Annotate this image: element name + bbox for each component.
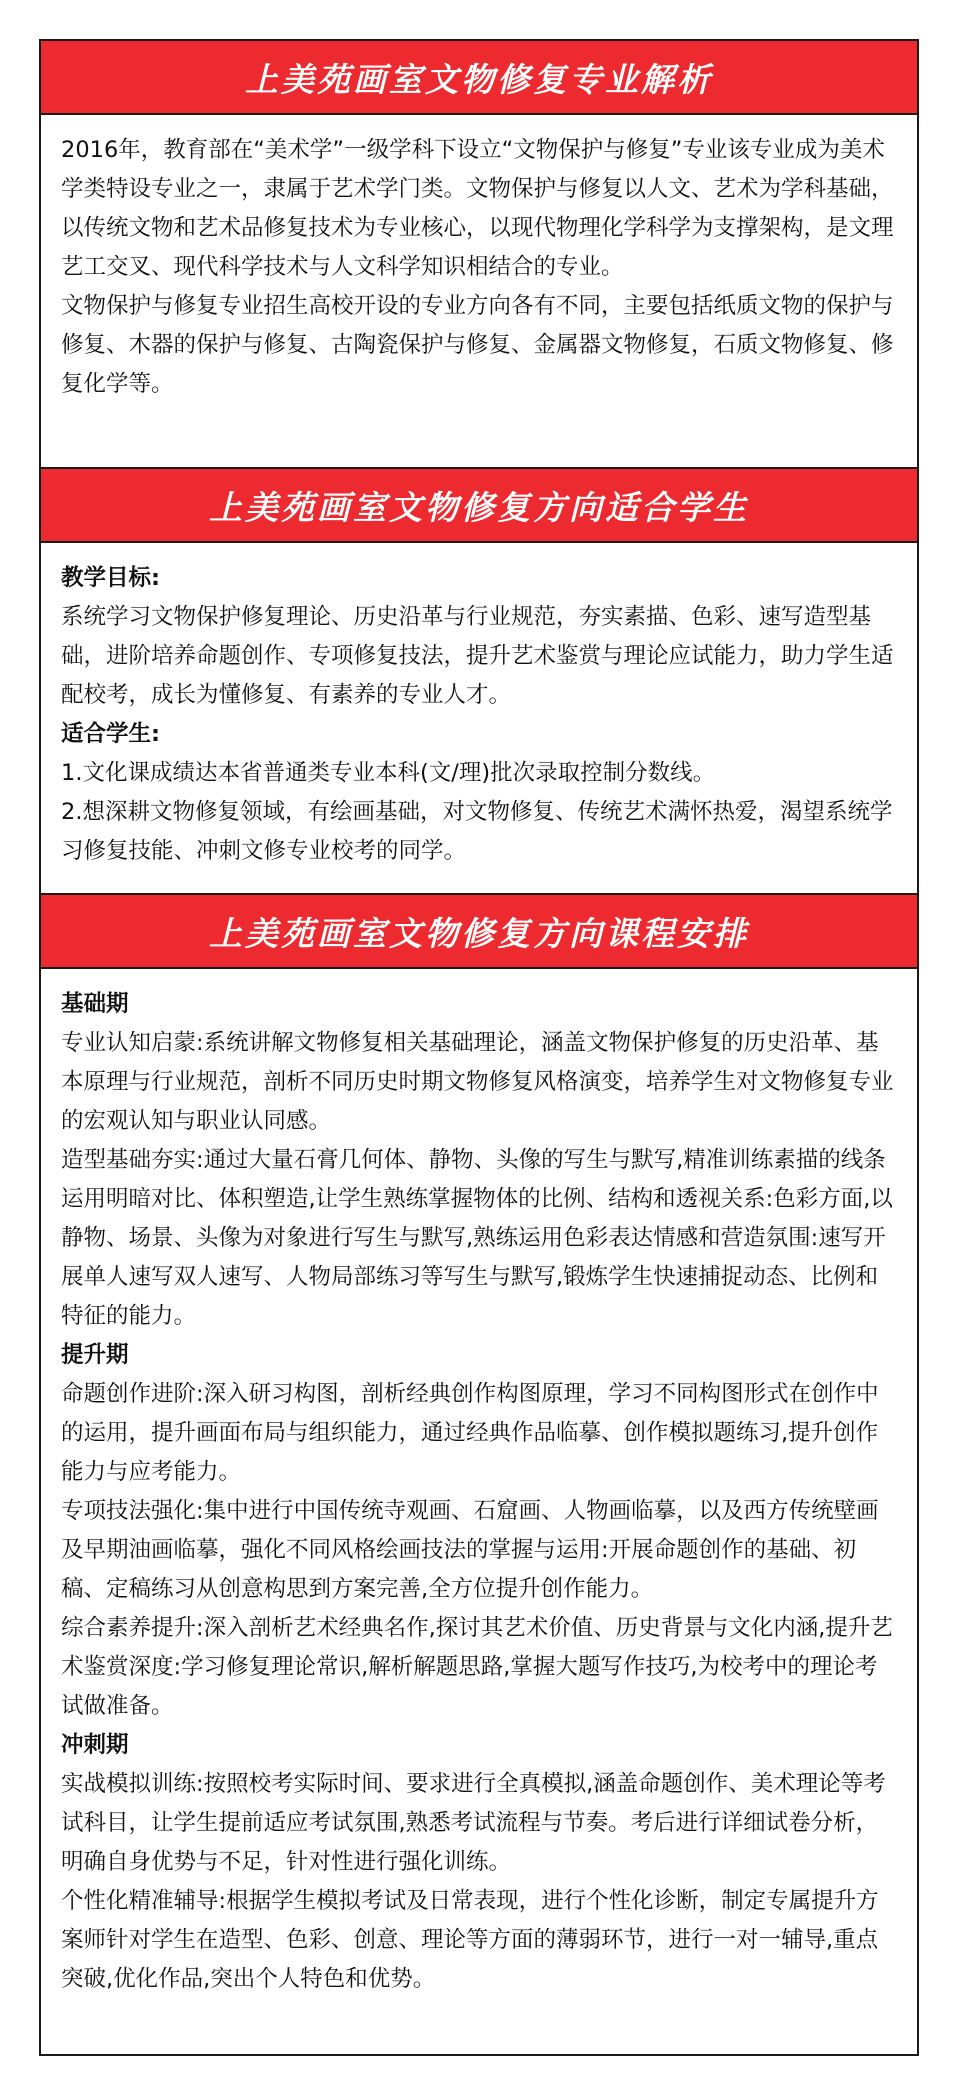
section-title: 上美苑画室文物修复方向课程安排 (41, 895, 917, 969)
fit-item: 2.想深耕文物修复领域，有绘画基础，对文物修复、传统艺术满怀热爱，渴望系统学习修复技能、冲刺文修专业校考的同学。 (61, 799, 893, 864)
section-body (41, 969, 917, 1999)
goal-text: 系统学习文物保护修复理论、历史沿革与行业规范，夯实素描、色彩、速写造型基础，进阶培养命题创作、专项修复技法，提升艺术鉴赏与理论应试能力，助力学生适配校考，成长为懂修复、有素养的专业人才。 (61, 604, 894, 708)
phase-item: 专业认知启蒙:系统讲解文物修复相关基础理论，涵盖文物保护修复的历史沿革、基本原理与行业规范，剖析不同历史时期文物修复风格演变，培养学生对文物修复专业的宏观认知与职业认同感。 (61, 1030, 894, 1134)
phase-label-foundation: 基础期 (61, 991, 129, 1017)
section-suitable-students (39, 467, 919, 895)
goal-label: 教学目标: (61, 565, 160, 591)
paragraph: 文物保护与修复专业招生高校开设的专业方向各有不同，主要包括纸质文物的保护与修复、木器的保护与修复、古陶瓷保护与修复、金属器文物修复，石质文物修复、修复化学等。 (61, 293, 894, 397)
section-title: 上美苑画室文物修复方向适合学生 (41, 469, 917, 543)
section-body (41, 543, 917, 871)
phase-item: 命题创作进阶:深入研习构图，剖析经典创作构图原理，学习不同构图形式在创作中的运用，提升画面布局与组织能力，通过经典作品临摹、创作模拟题练习,提升创作能力与应考能力。 (61, 1381, 879, 1485)
section-major-analysis (39, 39, 919, 469)
phase-item: 综合素养提升:深入剖析艺术经典名作,探讨其艺术价值、历史背景与文化内涵,提升艺术鉴赏深度:学习修复理论常识,解析解题思路,掌握大题写作技巧,为校考中的理论考试做准备。 (61, 1615, 893, 1719)
section-title: 上美苑画室文物修复专业解析 (41, 41, 917, 115)
phase-label-sprint: 冲刺期 (61, 1732, 129, 1758)
paragraph: 2016年，教育部在“美术学”一级学科下设立“文物保护与修复”专业该专业成为美术学类特设专业之一，隶属于艺术学门类。文物保护与修复以人文、艺术为学科基础，以传统文物和艺术品修复技术为专业核心，以现代物理化学科学为支撑架构，是文理艺工交叉、现代科学技术与人文科学知识相结合的专业。 (61, 137, 894, 280)
phase-label-advance: 提升期 (61, 1342, 129, 1368)
phase-item: 实战模拟训练:按照校考实际时间、要求进行全真模拟,涵盖命题创作、美术理论等考试科目，让学生提前适应考试氛围,熟悉考试流程与节奏。考后进行详细试卷分析，明确自身优势与不足，针对性进行强化训练。 (61, 1771, 886, 1875)
phase-item: 专项技法强化:集中进行中国传统寺观画、石窟画、人物画临摹，以及西方传统壁画及早期油画临摹，强化不同风格绘画技法的掌握与运用:开展命题创作的基础、初稿、定稿练习从创意构思到方案完善,全方位提升创作能力。 (61, 1498, 879, 1602)
phase-item: 造型基础夯实:通过大量石膏几何体、静物、头像的写生与默写,精准训练素描的线条运用明暗对比、体积塑造,让学生熟练掌握物体的比例、结构和透视关系:色彩方面,以静物、场景、头像为对象进行写生与默写,熟练运用色彩表达情感和营造氛围:速写开展单人速写双人速写、人物局部练习等写生与默写,锻炼学生快速捕捉动态、比例和特征的能力。 (61, 1147, 893, 1329)
fit-label: 适合学生: (61, 721, 160, 747)
fit-item: 1.文化课成绩达本省普通类专业本科(文/理)批次录取控制分数线。 (61, 760, 716, 786)
phase-item: 个性化精准辅导:根据学生模拟考试及日常表现，进行个性化诊断，制定专属提升方案师针对学生在造型、色彩、创意、理论等方面的薄弱环节，进行一对一辅导,重点突破,优化作品,突出个人特色和优势。 (61, 1888, 879, 1992)
section-body (41, 115, 917, 404)
section-course-schedule (39, 893, 919, 2056)
